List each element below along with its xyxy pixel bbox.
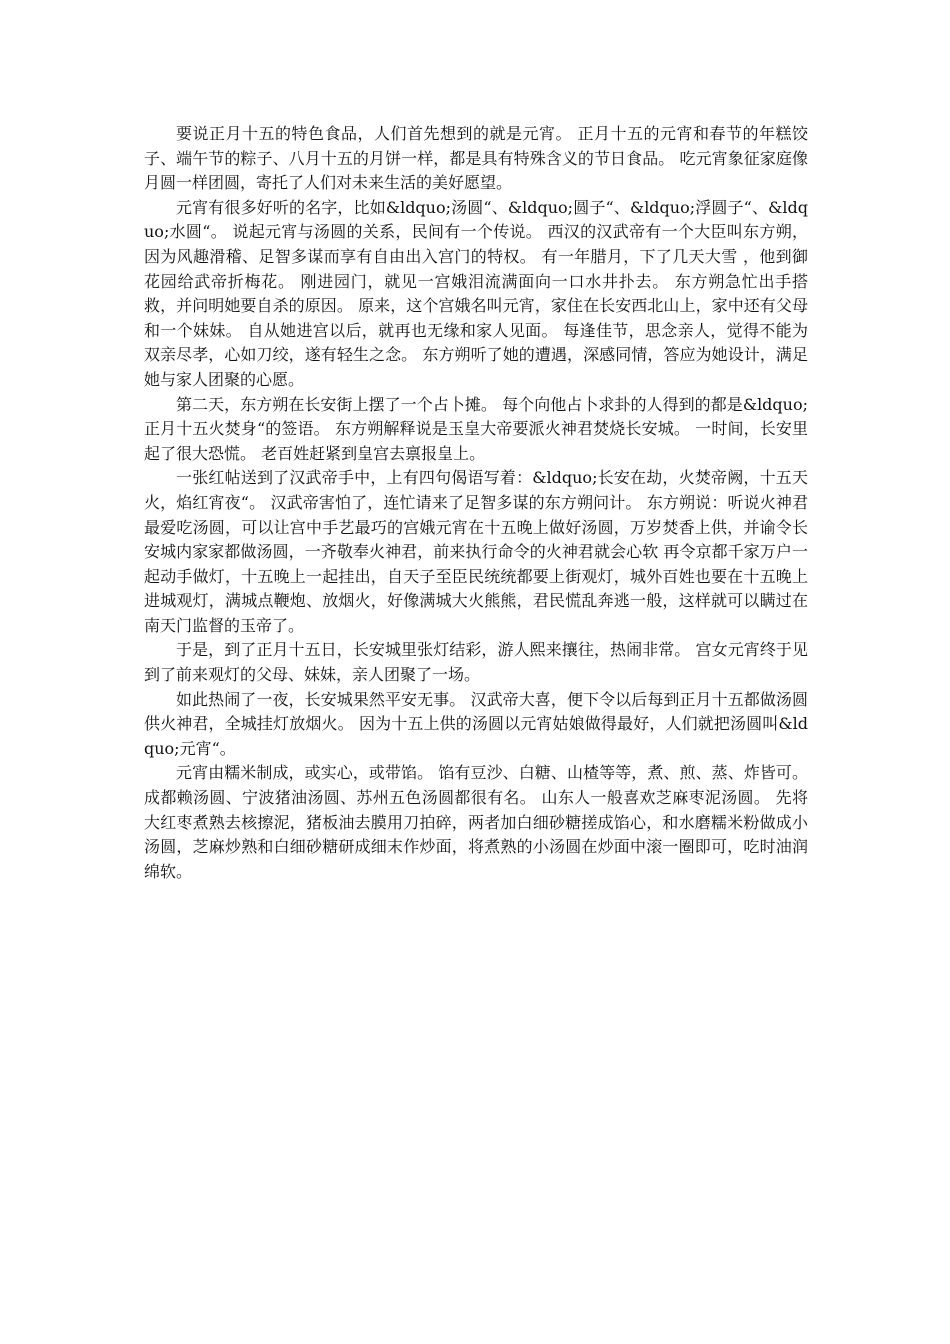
paragraph-3: 第二天，东方朔在长安街上摆了一个占卜摊。 每个向他占卜求卦的人得到的都是&ldquo;正月十五火焚身“的签语。 东方朔解释说是玉皇大帝要派火神君焚烧长安城。 一时间，长安里起了很大恐慌。 老百姓赶紧到皇宫去禀报皇上。 [144, 394, 808, 463]
paragraph-2: 元宵有很多好听的名字，比如&ldquo;汤圆“、&ldquo;圆子“、&ldquo;浮圆子“、&ldquo;水圆“。 说起元宵与汤圆的关系，民间有一个传说。 西汉的汉武帝有一个大臣叫东方朔，因为风趣滑稽、足智多谋而享有自由出入宫门的特权。 有一年腊月，下了几天大雪 ，他到御花园给武帝折梅花。 刚进园门，就见一宫娥泪流满面向一口水井扑去。 东方朔急忙出手搭救，并问明她要自杀的原因。 原来，这个宫娥名叫元宵，家住在长安西北山上，家中还有父母和一个妹妹。 自从她进宫以后，就再也无缘和家人见面。 每逢佳节，思念亲人，觉得不能为双亲尽孝，心如刀绞，遂有轻生之念。 东方朔听了她的遭遇，深感同情，答应为她设计，满足她与家人团聚的心愿。 [144, 197, 808, 389]
paragraph-6: 如此热闹了一夜，长安城果然平安无事。 汉武帝大喜，便下令以后每到正月十五都做汤圆供火神君，全城挂灯放烟火。 因为十五上供的汤圆以元宵姑娘做得最好，人们就把汤圆叫&ldquo;元宵“。 [144, 689, 808, 758]
article-body [144, 122, 808, 884]
paragraph-1: 要说正月十五的特色食品，人们首先想到的就是元宵。 正月十五的元宵和春节的年糕饺子、端午节的粽子、八月十五的月饼一样，都是具有特殊含义的节日食品。 吃元宵象征家庭像月圆一样团圆，寄托了人们对未来生活的美好愿望。 [144, 124, 808, 193]
paragraph-7: 元宵由糯米制成，或实心，或带馅。 馅有豆沙、白糖、山楂等等，煮、煎、蒸、炸皆可。 成都赖汤圆、宁波猪油汤圆、苏州五色汤圆都很有名。 山东人一般喜欢芝麻枣泥汤圆。 先将大红枣煮熟去核擦泥，猪板油去膜用刀拍碎，两者加白细砂糖搓成馅心，和水磨糯米粉做成小汤圆，芝麻炒熟和白细砂糖研成细末作炒面，将煮熟的小汤圆在炒面中滚一圈即可，吃时油润绵软。 [144, 763, 808, 881]
paragraph-5: 于是，到了正月十五日，长安城里张灯结彩，游人熙来攘往，热闹非常。 宫女元宵终于见到了前来观灯的父母、妹妹，亲人团聚了一场。 [144, 640, 808, 685]
paragraph-4: 一张红帖送到了汉武帝手中，上有四句偈语写着：&ldquo;长安在劫，火焚帝阙，十五天火，焰红宵夜“。 汉武帝害怕了，连忙请来了足智多谋的东方朔问计。 东方朔说：听说火神君最爱吃汤圆，可以让宫中手艺最巧的宫娥元宵在十五晚上做好汤圆，万岁焚香上供，并谕令长安城内家家都做汤圆，一齐敬奉火神君，前来执行命令的火神君就会心软 再令京都千家万户一起动手做灯，十五晚上一起挂出，自天子至臣民统统都要上街观灯，城外百姓也要在十五晚上进城观灯，满城点鞭炮、放烟火，好像满城大火熊熊，君民慌乱奔逃一般，这样就可以瞒过在南天门监督的玉帝了。 [144, 468, 808, 635]
